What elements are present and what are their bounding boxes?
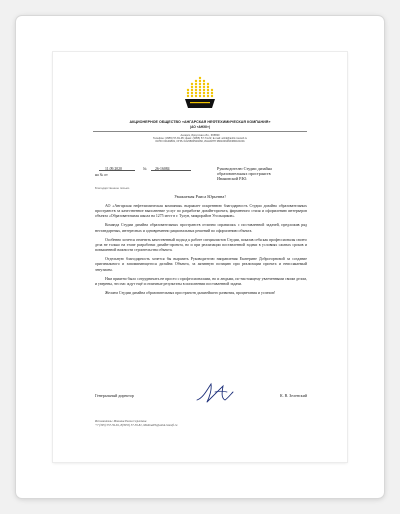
- executor-info: [95, 419, 177, 427]
- paragraph: Отдельную благодарность хочется бы выразить Руководителю направления Екатерине Доброгорновой за создание оригинального и запоминающегося дизайна Объекта, за активную позицию при реализации проекта и неиссякаемый энтузиазм.: [95, 257, 307, 272]
- number-label: №: [143, 167, 147, 171]
- signer-position: Генеральный директор: [95, 393, 134, 398]
- addressee: [217, 166, 327, 182]
- company-short-name: (АО «АНХК»): [190, 125, 210, 129]
- addressee-line-2: образовательных пространств: [217, 171, 271, 177]
- letter-number: 26-16084: [155, 167, 170, 171]
- handwritten-signature: [193, 380, 237, 404]
- paragraph: Команда Студии дизайна образовательных пространств отлично справилась с поставленной задачей, предложив ряд нестандартных, интересных и одновременно рациональных решений по оформлению объекта.: [95, 223, 307, 233]
- executor-name: Исполнитель: Мишина Елена Сергеевна: [95, 419, 147, 423]
- reply-label: на №: [95, 173, 104, 177]
- company-name: АКЦИОНЕРНОЕ ОБЩЕСТВО «АНГАРСКАЯ НЕФТЕХИМИЧЕСКАЯ КОМПАНИЯ»: [129, 120, 271, 124]
- addressee-line-1: Руководителю Студии дизайна: [217, 166, 272, 171]
- reference-block: [95, 166, 211, 178]
- company-logo-icon: [182, 72, 218, 112]
- paragraph: Желаем Студии дизайна образовательных пространств дальнейшего развития, процветания и успехов!: [105, 291, 276, 296]
- header-divider: [93, 131, 307, 132]
- reply-row: [95, 172, 211, 178]
- number-underline: [151, 170, 191, 171]
- letter-date: 11.09.2020: [105, 167, 122, 171]
- document-frame: [16, 16, 384, 498]
- date-underline: [99, 170, 135, 171]
- letter-body: [95, 204, 307, 300]
- address-line-1: Ангарск, Иркутская обл., 665830: [180, 134, 220, 137]
- paragraph: Нам приятно было сотрудничать не просто с профессионалами, но и людьми, по-настоящему увлеченными своим делом, и уверены, что нас ждут ещё и отличные результаты в исполнении поставленной задачи.: [95, 276, 307, 286]
- greeting: Уважаемая Раиса Юрьевна!: [174, 194, 226, 199]
- paragraph: Особенно хочется отметить качественный подход к работе специалистов Студии, показав себя как профессионалы своего дела не только на этапе разработки дизайн-проекта, но и при реализации поставленной задачи в условиях сжатых сроков и повышенной важности строительства объекта.: [95, 237, 307, 253]
- reply-from-label: от: [104, 173, 108, 177]
- signer-name: К. В. Зеленский: [279, 393, 307, 398]
- company-address: [53, 134, 347, 144]
- addressee-line-3: Ивановской Р.Ю.: [217, 176, 248, 182]
- paragraph: АО «Ангарская нефтехимическая компания» выражает искреннюю благодарность Студии дизайна образовательных пространств за качественное выполнение услуг по разработке дизайн-проекта, фирменного стиля и оформлению интерьеров объекта «Образовательная школа на 1275 мест в г. Тулун, микрорайон Угольщиков».: [95, 204, 307, 219]
- address-line-2: Телефон: (3955) 57-81-95; факс: (3955) 57-74-22; E-mail: anhk@anhk.rosneft.ru: [152, 137, 248, 141]
- executor-contacts: +7 (395) 557-59-81, 8(3955) 57-59-81, MishinaES@anhk.rosneft.ru: [95, 423, 178, 427]
- letter-page: [53, 52, 347, 462]
- subject-note: Благодарственное письмо: [95, 186, 130, 190]
- address-line-3: ОКПО 00149849, ОГРН 1023800520260, ИНН/КПП 3801009466/380101001: [155, 140, 245, 144]
